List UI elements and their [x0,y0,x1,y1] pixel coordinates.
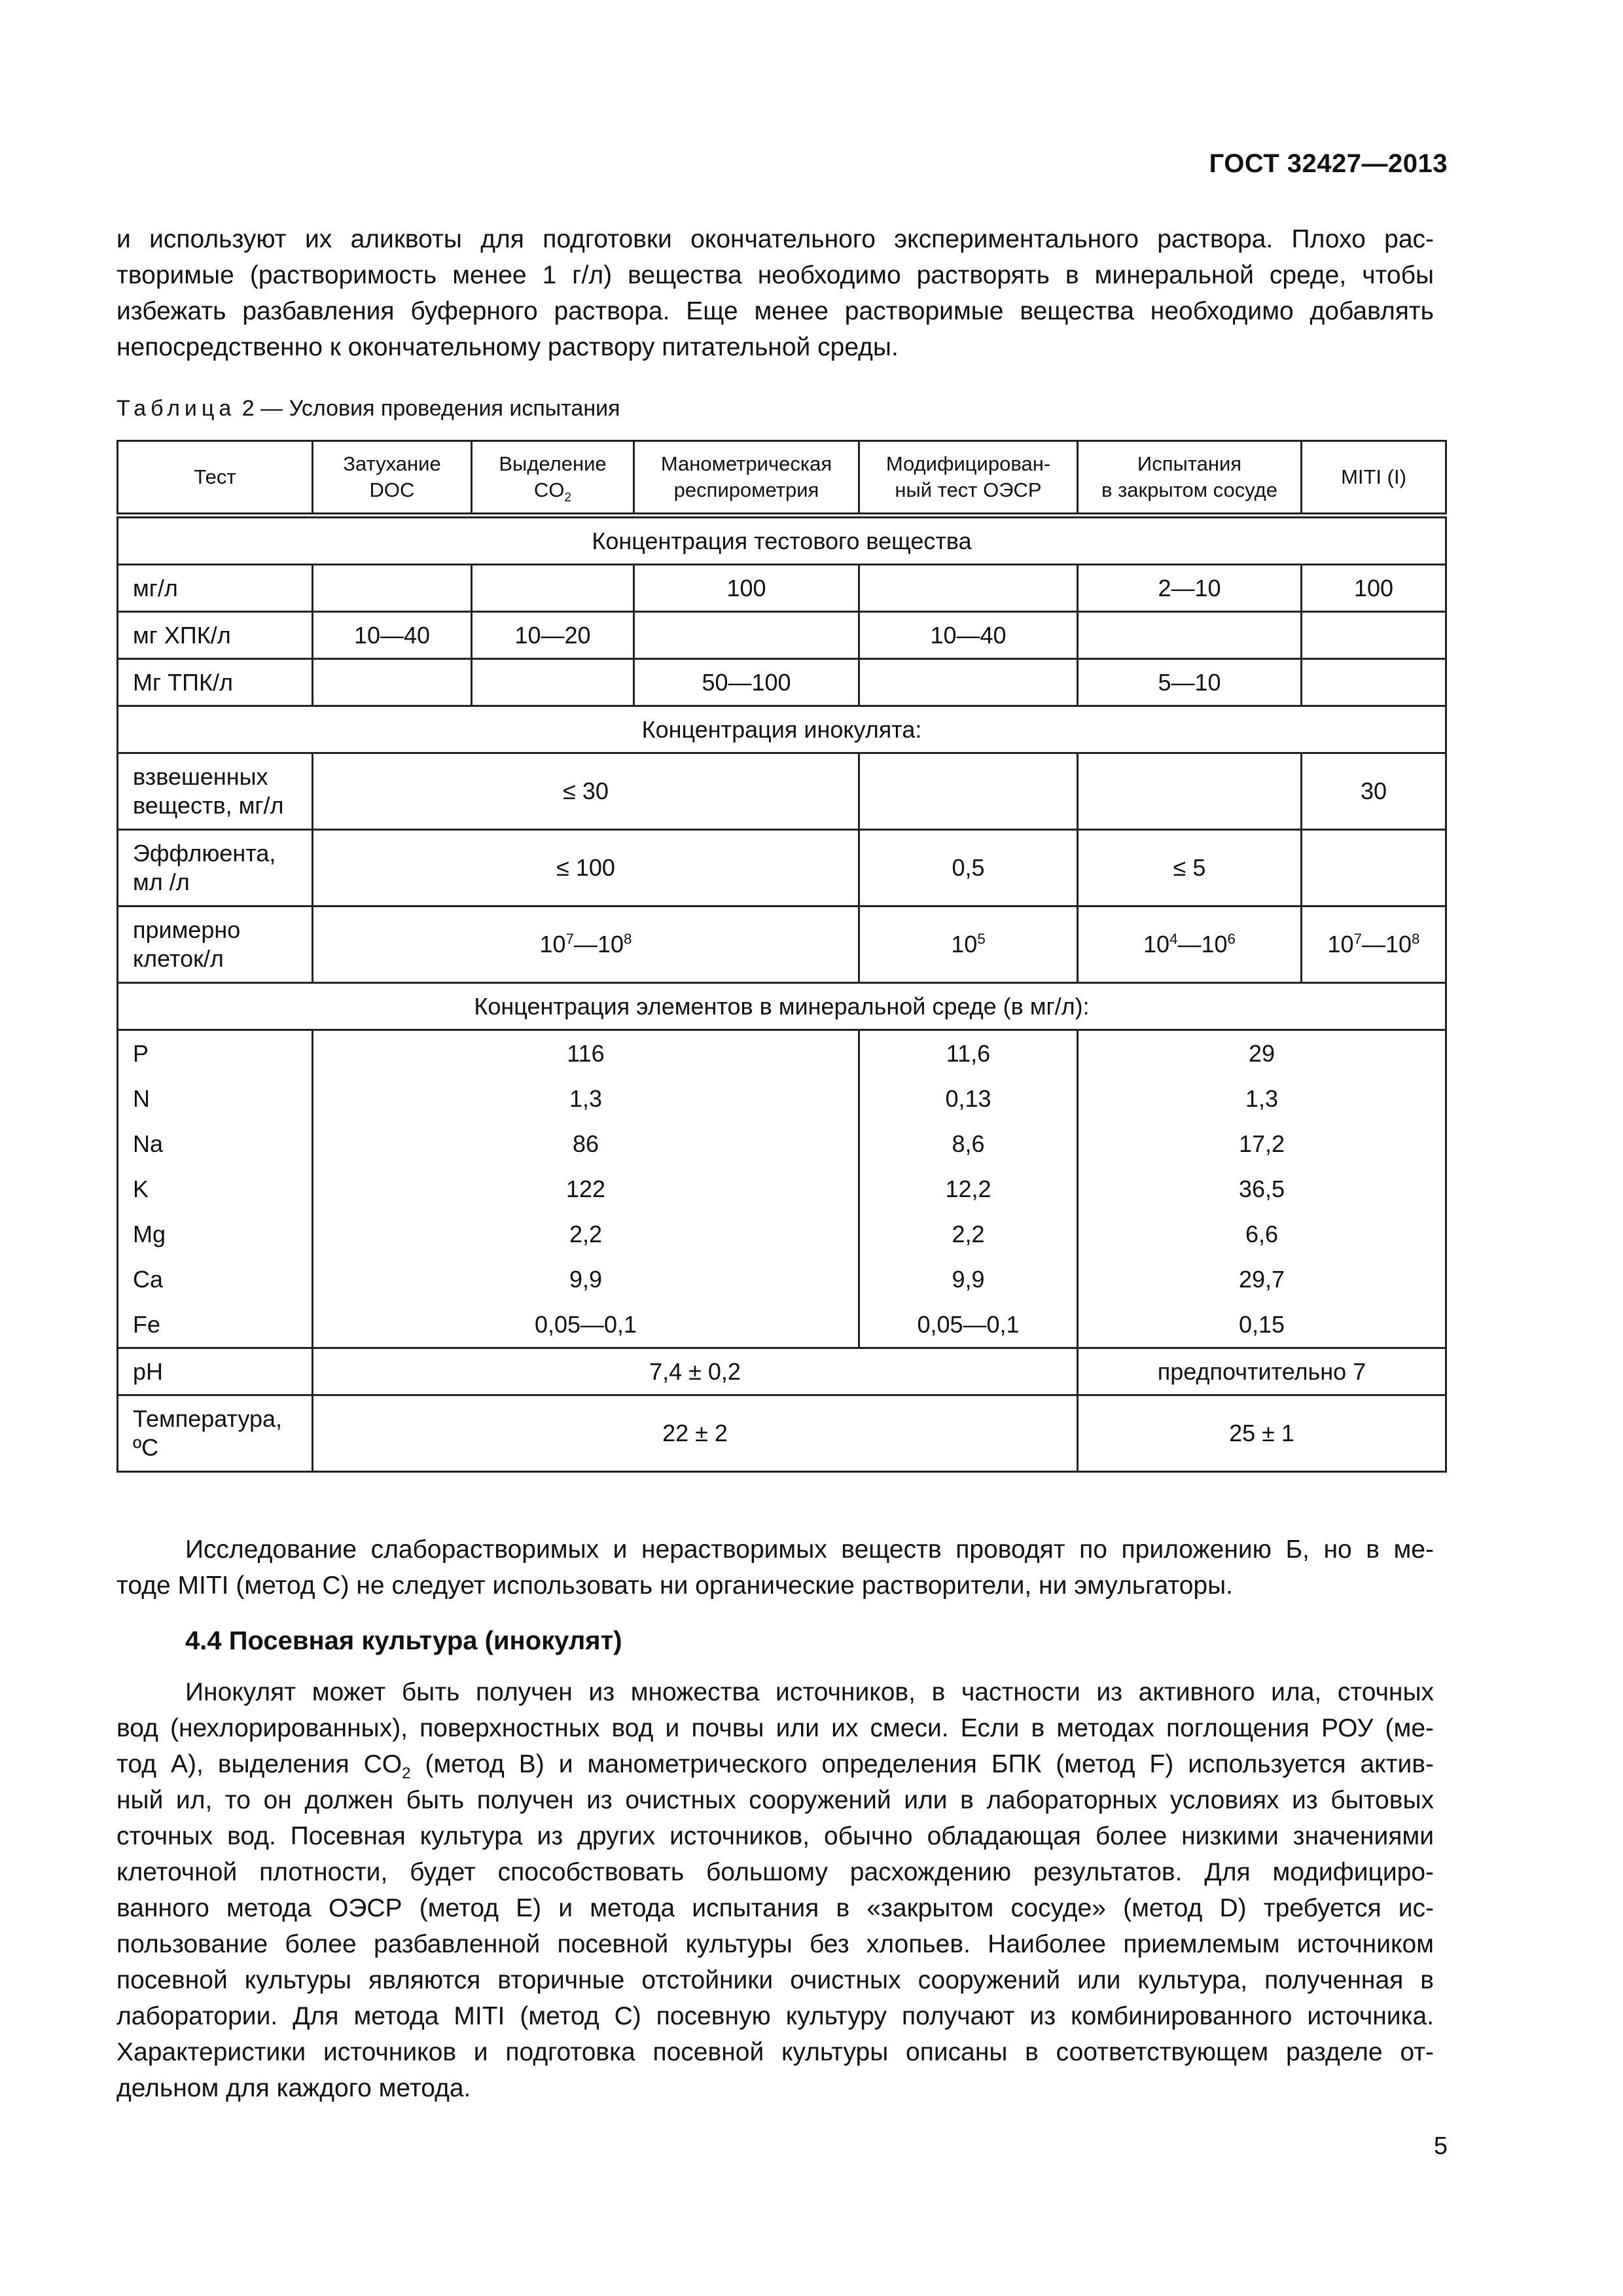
header-miti: MITI (I) [1302,441,1446,516]
table-header-row [118,441,1446,516]
text-line: тод А), выделения $CO_2$ (метод В) и манометрического определения БПК (метод F) используется актив- [116,1750,1434,1782]
header-co2: Выделение $CO_2$ [472,441,634,516]
table-row: N 1,3 0,13 1,3 [118,1076,1446,1121]
text-line: дельном для каждого метода. [116,2074,471,2102]
table-row: Мг ТПК/л 50—100 5—10 [118,659,1446,706]
table-row: pH 7,4 ± 0,2 предпочтительно 7 [118,1348,1446,1395]
table-row: K 122 12,2 36,5 [118,1166,1446,1211]
text-line: Инокулят может быть получен из множества источников, в частности из активного ила, сточных [185,1678,1434,1706]
caption-label: Таблица [116,396,236,421]
section-row [118,706,1446,753]
text-line: тоде MITI (метод С) не следует использовать ни органические растворители, ни эмульгаторы. [116,1571,1233,1600]
section-inoculum: Концентрация инокулята: [118,706,1446,753]
page-number: 5 [1433,2132,1448,2160]
text-line: сточных вод. Посевная культура из других источников, обычно обладающая более низкими значениями [116,1822,1434,1850]
table-row: Эффлюента, мл /л ≤ 100 0,5 ≤ 5 [118,830,1446,906]
header-test: Тест [118,441,313,516]
header-modified-oecd: Модифицирован- ный тест ОЭСР [859,441,1078,516]
table-row: Ca 9,9 9,9 29,7 [118,1257,1446,1302]
text-line: избежать разбавления буферного раствора. Еще менее растворимые вещества необходимо добавлять [116,297,1434,325]
text-line: непосредственно к окончательному раствору питательной среды. [116,333,899,361]
text-line: творимые (растворимость менее 1 г/л) вещества необходимо растворять в минеральной среде, чтобы [116,261,1434,289]
table-caption [116,396,620,422]
table-row: взвешенных веществ, мг/л ≤ 30 30 [118,753,1446,830]
table-row: мг/л 100 2—10 100 [118,565,1446,612]
header-closed-bottle: Испытания в закрытом сосуде [1078,441,1302,516]
table-row: мг ХПК/л 10—40 10—20 10—40 [118,612,1446,659]
caption-text: 2 — Условия проведения испытания [241,396,620,421]
section-row [118,983,1446,1030]
text-line: лаборатории. Для метода MITI (метод С) посевную культуру получают из комбинированного источника. [116,2002,1434,2030]
header-manometric: Манометрическая респирометрия [634,441,859,516]
text-line: вод (нехлорированных), поверхностных вод и почвы или их смеси. Если в методах поглощения РОУ (ме- [116,1714,1434,1742]
table-row: Mg 2,2 2,2 6,6 [118,1211,1446,1257]
standard-number: ГОСТ 32427—2013 [1209,149,1448,178]
text-line: Исследование слаборастворимых и нерастворимых веществ проводят по приложению Б, но в ме- [185,1535,1434,1564]
text-line: посевной культуры являются вторичные отстойники очистных сооружений или культура, полученная в [116,1966,1434,1994]
text-line: пользование более разбавленной посевной культуры без хлопьев. Наиболее приемлемым источником [116,1930,1434,1958]
section-heading: 4.4 Посевная культура (инокулят) [185,1626,622,1655]
table-row: P 116 11,6 29 [118,1030,1446,1077]
text-line: ный ил, то он должен быть получен из очистных сооружений или в лабораторных условиях из бытовых [116,1786,1434,1814]
section-row [118,516,1446,565]
section-test-substance: Концентрация тестового вещества [118,516,1446,565]
test-conditions-table [116,440,1447,1473]
section-mineral-medium: Концентрация элементов в минеральной среде (в мг/л): [118,983,1446,1030]
text-line: и используют их аликвоты для подготовки окончательного экспериментального раствора. Плохо рас- [116,225,1434,253]
after-table-paragraph [116,1532,1434,1604]
table-row: Температура, ºС 22 ± 2 25 ± 1 [118,1395,1446,1472]
body-paragraph [116,1674,1434,2106]
header-doc: Затухание DOC [313,441,472,516]
intro-paragraph [116,221,1434,365]
text-line: ванного метода ОЭСР (метод Е) и метода испытания в «закрытом сосуде» (метод D) требуется ис- [116,1894,1434,1922]
table-row: Na 86 8,6 17,2 [118,1121,1446,1166]
text-line: клеточной плотности, будет способствовать большому расхождению результатов. Для модифициро- [116,1858,1434,1886]
table-row: Fe 0,05—0,1 0,05—0,1 0,15 [118,1302,1446,1348]
text-line: Характеристики источников и подготовка посевной культуры описаны в соответствующем разделе от- [116,2038,1434,2066]
table-row: примерно клеток/л $10^7—10^8$ $10^5$ $10^4—10^6$ $10^7—10^8$ [118,906,1446,983]
